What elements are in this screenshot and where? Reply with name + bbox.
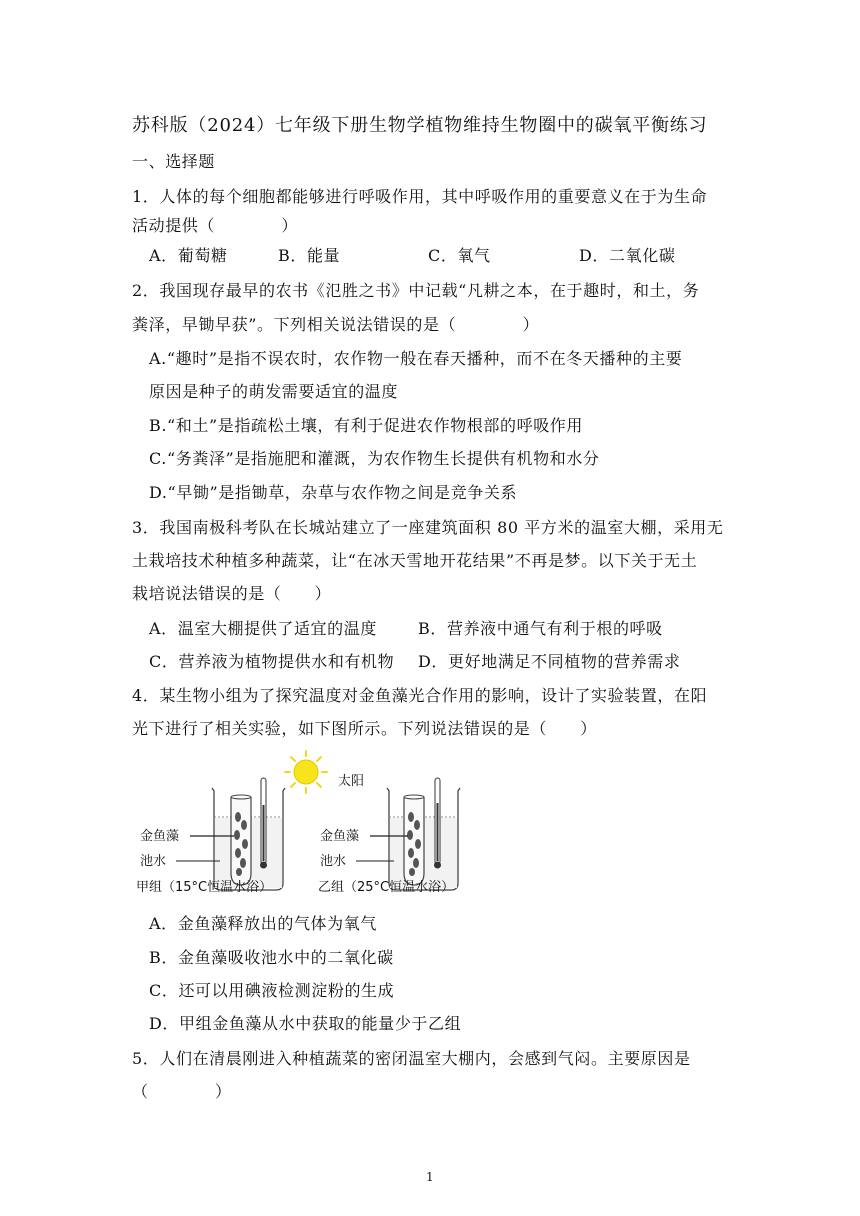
- q5-stem-line2: （ ）: [132, 1082, 232, 1101]
- q4-option-d: D．甲组金鱼藻从水中获取的能量少于乙组: [149, 1014, 462, 1033]
- q3-option-d: D．更好地满足不同植物的营养需求: [418, 652, 681, 671]
- q2-option-a-line2: 原因是种子的萌发需要适宜的温度: [149, 382, 399, 401]
- q4-option-b: B．金鱼藻吸收池水中的二氧化碳: [149, 948, 394, 967]
- sun-label: 太阳: [338, 774, 365, 789]
- right-beaker: [387, 778, 460, 890]
- q2-option-b: B.“和土”是指疏松土壤，有利于促进农作物根部的呼吸作用: [149, 416, 584, 435]
- q3-option-c: C．营养液为植物提供水和有机物: [149, 652, 395, 671]
- q4-stem-line2: 光下进行了相关实验，如下图所示。下列说法错误的是（ ）: [132, 719, 597, 738]
- right-plant-label: 金鱼藻: [320, 829, 360, 844]
- q1-stem-line1: 1．人体的每个细胞都能够进行呼吸作用，其中呼吸作用的重要意义在于为生命: [132, 187, 708, 206]
- q3-stem-line2: 土栽培技术种植多种蔬菜，让“在冰天雪地开花结果”不再是梦。以下关于无土: [132, 551, 698, 570]
- q1-option-d: D．二氧化碳: [579, 246, 676, 265]
- left-beaker: [212, 778, 285, 890]
- q5-stem-line1: 5．人们在清晨刚进入种植蔬菜的密闭温室大棚内，会感到气闷。主要原因是: [132, 1049, 691, 1068]
- sun-icon: [285, 751, 327, 793]
- right-water-label: 池水: [320, 854, 347, 869]
- left-group-caption: 甲组（15°C恒温水浴）: [136, 880, 273, 895]
- q3-stem-line1: 3．我国南极科考队在长城站建立了一座建筑面积 80 平方米的温室大棚，采用无: [132, 518, 724, 537]
- q1-option-c: C．氧气: [428, 246, 491, 265]
- q1-stem-line2: 活动提供（ ）: [132, 216, 299, 235]
- q3-stem-line3: 栽培说法错误的是（ ）: [132, 584, 332, 603]
- q4-option-a: A．金鱼藻释放出的气体为氧气: [149, 914, 377, 933]
- left-thermometer-icon: [260, 778, 267, 869]
- q4-option-c: C．还可以用碘液检测淀粉的生成: [149, 981, 395, 1000]
- document-title: 苏科版（2024）七年级下册生物学植物维持生物圈中的碳氧平衡练习: [132, 115, 708, 136]
- q2-option-a-line1: A.“趣时”是指不误农时，农作物一般在春天播种，而不在冬天播种的主要: [149, 349, 683, 368]
- right-thermometer-icon: [434, 778, 441, 869]
- experiment-figure: [128, 745, 488, 905]
- q2-stem-line2: 粪泽，早锄早获”。下列相关说法错误的是（ ）: [132, 315, 540, 334]
- page-number: 1: [426, 1170, 434, 1184]
- q3-option-a: A．温室大棚提供了适宜的温度: [149, 619, 377, 638]
- q1-option-b: B．能量: [278, 246, 341, 265]
- left-water-label: 池水: [140, 854, 167, 869]
- q2-option-c: C.“务粪泽”是指施肥和灌溉，为农作物生长提供有机物和水分: [149, 449, 600, 468]
- left-plant-label: 金鱼藻: [140, 829, 180, 844]
- q1-option-a: A．葡萄糖: [149, 246, 228, 265]
- section-heading: 一、选择题: [132, 152, 216, 171]
- q4-stem-line1: 4．某生物小组为了探究温度对金鱼藻光合作用的影响，设计了实验装置，在阳: [132, 686, 708, 705]
- q2-option-d: D.“早锄”是指锄草，杂草与农作物之间是竞争关系: [149, 483, 518, 502]
- q2-stem-line1: 2．我国现存最早的农书《氾胜之书》中记载“凡耕之本，在于趣时，和土，务: [132, 281, 700, 300]
- right-group-caption: 乙组（25°C恒温水浴）: [318, 880, 455, 895]
- q3-option-b: B．营养液中通气有利于根的呼吸: [418, 619, 663, 638]
